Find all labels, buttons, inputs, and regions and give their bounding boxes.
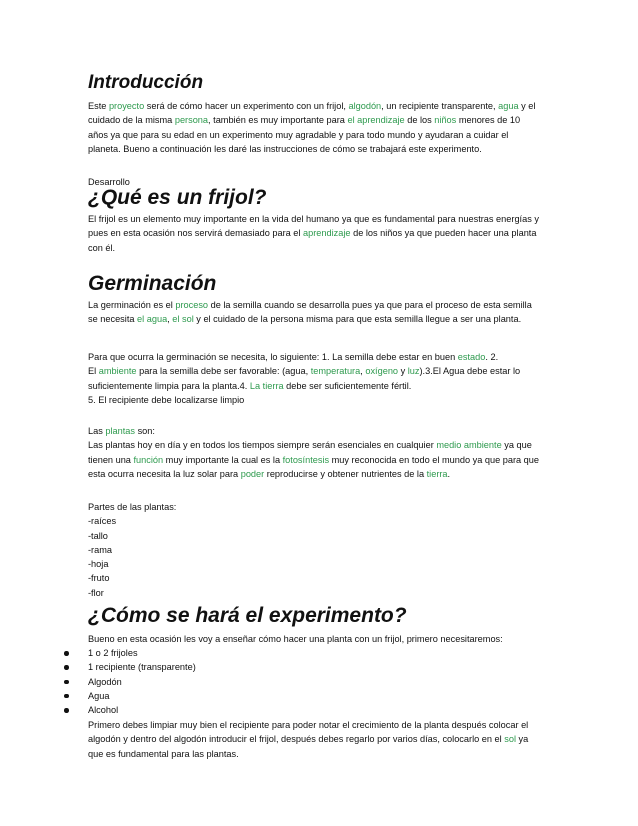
text: ya xyxy=(516,734,529,745)
germinacion-p3-line-3 xyxy=(88,453,558,467)
bullet-icon xyxy=(64,708,69,713)
link-luz[interactable]: luz xyxy=(407,366,420,377)
germinacion-p3-line-2 xyxy=(88,438,558,452)
link-tierra[interactable]: tierra xyxy=(426,468,448,479)
bullet-icon xyxy=(64,694,69,699)
list-item-text: 1 o 2 frijoles xyxy=(88,648,138,658)
text: , un recipiente transparente, xyxy=(381,101,499,111)
experimento-intro: Bueno en esta ocasión les voy a enseñar cómo hacer una planta con un frijol, primero necesitaremos: xyxy=(88,634,503,644)
text: cuidado de la misma xyxy=(88,115,175,126)
germinacion-p3-line-4 xyxy=(88,467,558,481)
list-item: -fruto xyxy=(88,573,110,584)
germinacion-p2-line-2 xyxy=(88,364,558,378)
link-aprendizaje[interactable]: aprendizaje xyxy=(303,228,351,239)
text: ).3.El Agua debe estar lo xyxy=(419,366,521,377)
germinacion-p1-line-1 xyxy=(88,298,558,312)
list-item: -raíces xyxy=(88,516,117,527)
text: pues en esta ocasión nos servirá demasiado para el xyxy=(88,228,304,239)
text: . xyxy=(447,468,451,479)
link-proyecto[interactable]: proyecto xyxy=(108,101,145,111)
text: muy importante la cual es la xyxy=(163,454,283,465)
text: y el xyxy=(518,101,536,111)
germinacion-p2-line-3 xyxy=(88,379,558,393)
frijol-heading: ¿Qué es un frijol? xyxy=(88,186,267,209)
link-plantas[interactable]: plantas xyxy=(105,426,136,436)
text: suficientemente limpia para la planta.4. xyxy=(88,380,250,391)
text: . 2. xyxy=(485,352,499,362)
link-la-tierra[interactable]: La tierra xyxy=(249,380,284,391)
link-agua[interactable]: agua xyxy=(498,101,519,111)
experimento-heading: ¿Cómo se hará el experimento? xyxy=(88,604,407,627)
text: se necesita xyxy=(88,314,138,325)
germinacion-p3 xyxy=(88,424,558,481)
germinacion-p1 xyxy=(88,298,558,327)
desarrollo-label: Desarrollo xyxy=(88,177,130,187)
list-item xyxy=(64,646,558,660)
text: de la semilla cuando se desarrolla pues ya que para el proceso de esta semilla xyxy=(208,300,532,310)
text: para la semilla debe ser favorable: (agua, xyxy=(136,366,311,377)
text: de los xyxy=(404,115,435,126)
link-medio-ambiente[interactable]: medio ambiente xyxy=(436,440,502,451)
intro-line-2 xyxy=(88,113,558,127)
link-poder[interactable]: poder xyxy=(240,468,265,479)
intro-heading: Introducción xyxy=(88,72,204,93)
list-item: -flor xyxy=(88,587,104,598)
text: y xyxy=(398,366,408,377)
list-item: -tallo xyxy=(88,530,108,541)
text: La germinación es el xyxy=(88,300,176,310)
list-item: -hoja xyxy=(88,559,109,570)
link-ninos[interactable]: niños xyxy=(434,115,457,126)
experimento-paragraph xyxy=(88,718,558,761)
text: esta ocurra necesita la luz solar para xyxy=(88,468,241,479)
germinacion-p2 xyxy=(88,350,558,407)
germinacion-p1-line-2 xyxy=(88,312,558,326)
experimento-line-2 xyxy=(88,732,558,746)
text: debe ser suficientemente fértil. xyxy=(283,380,412,391)
bullet-icon xyxy=(64,651,69,656)
list-item xyxy=(64,660,558,674)
text: y el cuidado de la persona misma para que esta semilla llegue a ser una planta. xyxy=(193,314,522,325)
list-item-text: Alcohol xyxy=(88,705,119,716)
link-ambiente[interactable]: ambiente xyxy=(98,366,137,377)
germinacion-p2-line-4: 5. El recipiente debe localizarse limpio xyxy=(88,394,245,405)
link-el-agua[interactable]: el agua xyxy=(137,314,168,325)
list-item-text: 1 recipiente (transparente) xyxy=(88,662,196,673)
text: , xyxy=(167,314,173,325)
text: ya que xyxy=(501,440,532,451)
text: Este xyxy=(88,101,109,111)
intro-line-4: planeta. Bueno a continuación les daré las instrucciones de cómo se trabajará este experimento. xyxy=(88,143,482,154)
link-estado[interactable]: estado xyxy=(457,352,486,362)
link-proceso[interactable]: proceso xyxy=(175,300,209,310)
partes-title: Partes de las plantas: xyxy=(88,502,177,512)
text: será de cómo hacer un experimento con un frijol, xyxy=(144,101,349,111)
text: , xyxy=(360,366,366,377)
text: algodón y dentro del algodón introducir el frijol, después debes regarlo por varios días, colocarlo en el xyxy=(88,734,505,745)
germinacion-p3-line-1 xyxy=(88,424,558,438)
list-item xyxy=(64,675,558,689)
list-item-text: Algodón xyxy=(88,676,122,687)
text: Para que ocurra la germinación se necesita, lo siguiente: 1. La semilla debe estar en buen xyxy=(88,352,458,362)
text: menores de 10 xyxy=(456,115,521,126)
link-sol[interactable]: sol xyxy=(504,734,516,745)
text: de los niños ya que pueden hacer una planta xyxy=(350,228,537,239)
partes-list xyxy=(88,500,558,600)
link-persona[interactable]: persona xyxy=(174,115,209,126)
link-el-sol[interactable]: el sol xyxy=(172,314,194,325)
link-algodon[interactable]: algodón xyxy=(348,101,382,111)
bullet-icon xyxy=(64,665,69,670)
frijol-line-2 xyxy=(88,226,558,240)
text: El xyxy=(88,366,99,377)
link-oxigeno[interactable]: oxígeno xyxy=(365,366,399,377)
list-item xyxy=(64,689,558,703)
germinacion-p2-line-1 xyxy=(88,350,558,364)
frijol-paragraph xyxy=(88,212,558,255)
experimento-line-1: Primero debes limpiar muy bien el recipiente para poder notar el crecimiento de la planta después colocar el xyxy=(88,720,529,730)
list-item xyxy=(64,703,558,717)
text: , también es muy importante para xyxy=(208,115,348,126)
text: son: xyxy=(135,426,155,436)
list-item-text: Agua xyxy=(88,690,110,701)
text: muy reconocida en todo el mundo ya que para que xyxy=(329,454,540,465)
text: Las xyxy=(88,426,106,436)
intro-line-3: años ya que para su edad en un experimento muy agradable y para todo mundo y ayudaran a cuidar el xyxy=(88,129,509,140)
text: Las plantas hoy en día y en todos los tiempos siempre serán esenciales en cualquier xyxy=(88,440,437,451)
text: reproducirse y obtener nutrientes de la xyxy=(264,468,427,479)
experimento-line-3: que es fundamental para las plantas. xyxy=(88,748,239,759)
germinacion-heading: Germinación xyxy=(88,272,217,295)
list-item: -rama xyxy=(88,544,112,555)
link-el-aprendizaje[interactable]: el aprendizaje xyxy=(347,115,405,126)
link-funcion[interactable]: función xyxy=(133,454,164,465)
intro-paragraph xyxy=(88,99,558,156)
intro-line-1 xyxy=(88,99,558,113)
frijol-line-1: El frijol es un elemento muy importante en la vida del humano ya que es fundamental para nuestras energías y xyxy=(88,214,539,224)
link-fotosintesis[interactable]: fotosíntesis xyxy=(282,454,330,465)
link-temperatura[interactable]: temperatura xyxy=(310,366,361,377)
materials-list xyxy=(64,646,558,717)
text: tienen una xyxy=(88,454,134,465)
frijol-line-3: con él. xyxy=(88,242,116,253)
bullet-icon xyxy=(64,680,69,685)
